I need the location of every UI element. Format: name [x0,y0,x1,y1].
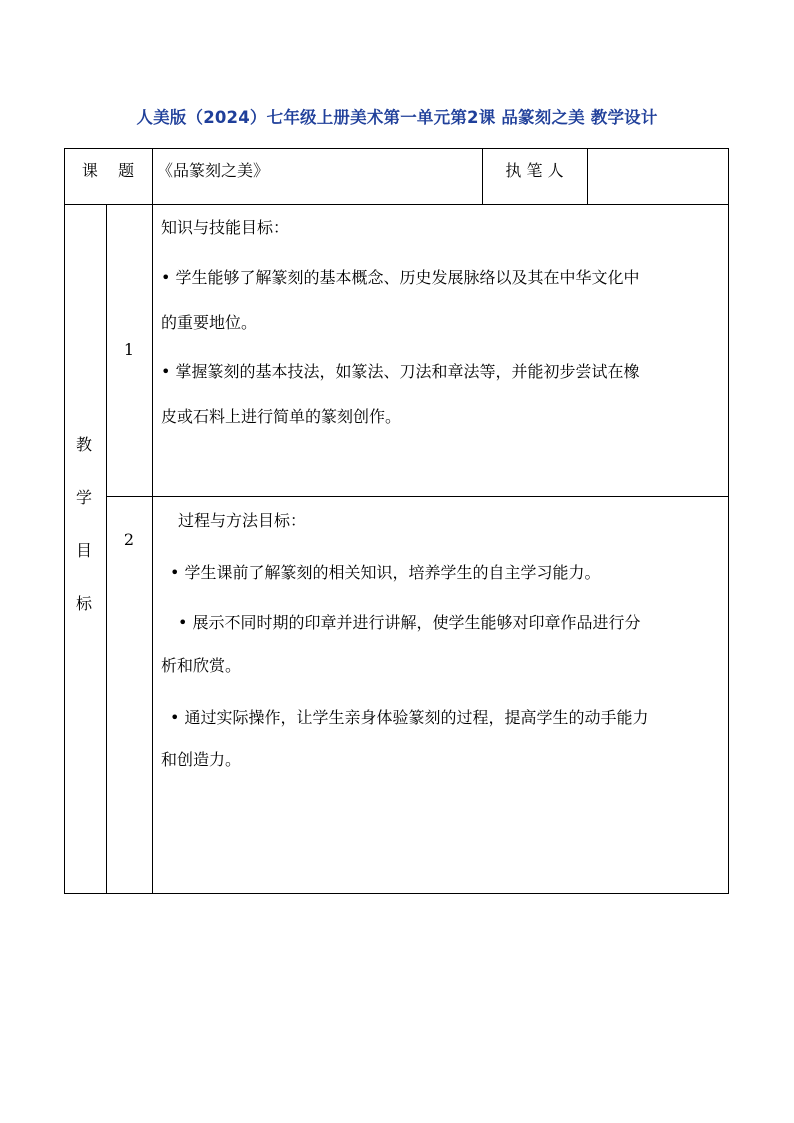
goal-line: 的重要地位。 [161,313,258,332]
table-border-right [728,148,729,894]
section-label-char: 目 [76,541,93,560]
table-border-bottom [64,893,729,894]
author-label: 执 笔 人 [505,161,564,180]
table-border-col1 [152,148,153,894]
goal-line: 和创造力。 [161,750,242,769]
lesson-name: 《品篆刻之美》 [157,161,270,180]
goal-number: 2 [123,530,135,549]
goal-number: 1 [123,340,135,359]
goal-line: 皮或石料上进行简单的篆刻创作。 [161,407,402,426]
table-border-header [64,204,729,205]
goal-line: • 掌握篆刻的基本技法，如篆法、刀法和章法等，并能初步尝试在橡 [161,362,640,381]
subject-label: 课 题 [81,161,135,180]
goal-line: • 展示不同时期的印章并进行讲解，使学生能够对印章作品进行分 [178,613,641,632]
section-label-char: 学 [76,488,93,507]
goal-heading: 知识与技能目标： [161,218,290,237]
goal-line: • 学生课前了解篆刻的相关知识，培养学生的自主学习能力。 [170,563,601,582]
table-border-left [64,148,65,894]
document-title: 人美版（2024）七年级上册美术第一单元第2课 品篆刻之美 教学设计 [136,108,658,127]
goal-line: • 通过实际操作，让学生亲身体验篆刻的过程，提高学生的动手能力 [170,708,649,727]
section-label-char: 教 [76,435,93,454]
table-border-author-right [587,148,588,205]
table-border-row [106,496,729,497]
goal-line: • 学生能够了解篆刻的基本概念、历史发展脉络以及其在中华文化中 [161,268,640,287]
goal-heading: 过程与方法目标： [178,511,307,530]
goal-content [161,218,289,238]
goal-line: 析和欣赏。 [161,656,242,675]
table-border-top [64,148,729,149]
section-label-char: 标 [76,594,93,613]
